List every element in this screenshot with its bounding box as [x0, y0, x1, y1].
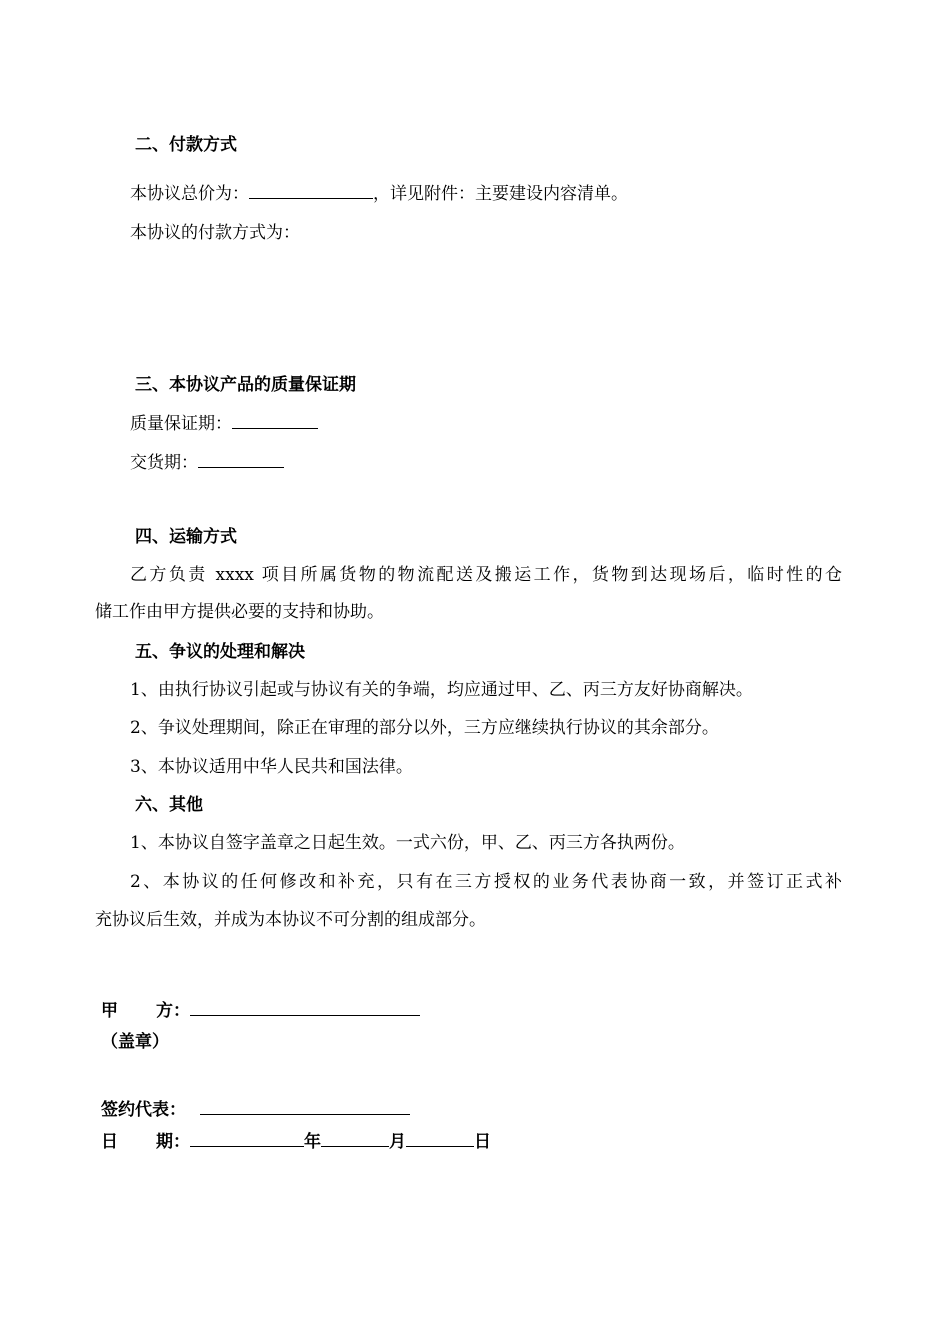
- dispute-item-1: 1、由执行协议引起或与协议有关的争端，均应通过甲、乙、丙三方友好协商解决。: [130, 680, 753, 700]
- warranty-period-blank[interactable]: [232, 411, 318, 429]
- heading-dispute: 五、争议的处理和解决: [135, 642, 305, 662]
- day-blank[interactable]: [406, 1129, 474, 1147]
- day-label: 日: [474, 1132, 491, 1152]
- delivery-period-label: 交货期：: [130, 453, 198, 473]
- total-price-prefix: 本协议总价为：: [130, 184, 249, 204]
- party-a-label-1: 甲: [101, 1001, 118, 1021]
- representative-blank[interactable]: [200, 1097, 410, 1115]
- heading-other: 六、其他: [135, 795, 203, 815]
- party-a-line: [101, 998, 420, 1023]
- seal-label: （盖章）: [101, 1032, 169, 1052]
- party-a-blank[interactable]: [190, 998, 420, 1016]
- transport-paragraph-line1: 乙方负责 xxxx 项目所属货物的物流配送及搬运工作，货物到达现场后，临时性的仓: [130, 565, 842, 585]
- payment-method-line: 本协议的付款方式为：: [130, 223, 300, 243]
- transport-paragraph-line2: 储工作由甲方提供必要的支持和协助。: [95, 602, 384, 622]
- total-price-line: [130, 181, 628, 206]
- month-blank[interactable]: [321, 1129, 389, 1147]
- delivery-period-line: [130, 450, 284, 475]
- representative-label: 签约代表：: [101, 1100, 186, 1120]
- year-blank[interactable]: [190, 1129, 304, 1147]
- heading-payment: 二、付款方式: [135, 135, 237, 155]
- other-item-2-line2: 充协议后生效，并成为本协议不可分割的组成部分。: [95, 910, 486, 930]
- other-item-2-line1: 2、本协议的任何修改和补充，只有在三方授权的业务代表协商一致，并签订正式补: [130, 872, 842, 892]
- month-label: 月: [389, 1132, 406, 1152]
- representative-line: [101, 1097, 410, 1122]
- date-label-1: 日: [101, 1132, 118, 1152]
- date-line: [101, 1129, 491, 1154]
- dispute-item-2: 2、争议处理期间，除正在审理的部分以外，三方应继续执行协议的其余部分。: [130, 718, 719, 738]
- total-price-blank[interactable]: [249, 181, 373, 199]
- warranty-period-line: [130, 411, 318, 436]
- heading-warranty: 三、本协议产品的质量保证期: [135, 375, 356, 395]
- heading-transport: 四、运输方式: [135, 527, 237, 547]
- date-label-2: 期：: [156, 1132, 190, 1152]
- party-a-label-2: 方：: [156, 1001, 190, 1021]
- other-item-1: 1、本协议自签字盖章之日起生效。一式六份，甲、乙、丙三方各执两份。: [130, 833, 685, 853]
- warranty-period-label: 质量保证期：: [130, 414, 232, 434]
- year-label: 年: [304, 1132, 321, 1152]
- delivery-period-blank[interactable]: [198, 450, 284, 468]
- total-price-suffix: ，详见附件：主要建设内容清单。: [373, 184, 628, 204]
- dispute-item-3: 3、本协议适用中华人民共和国法律。: [130, 757, 413, 777]
